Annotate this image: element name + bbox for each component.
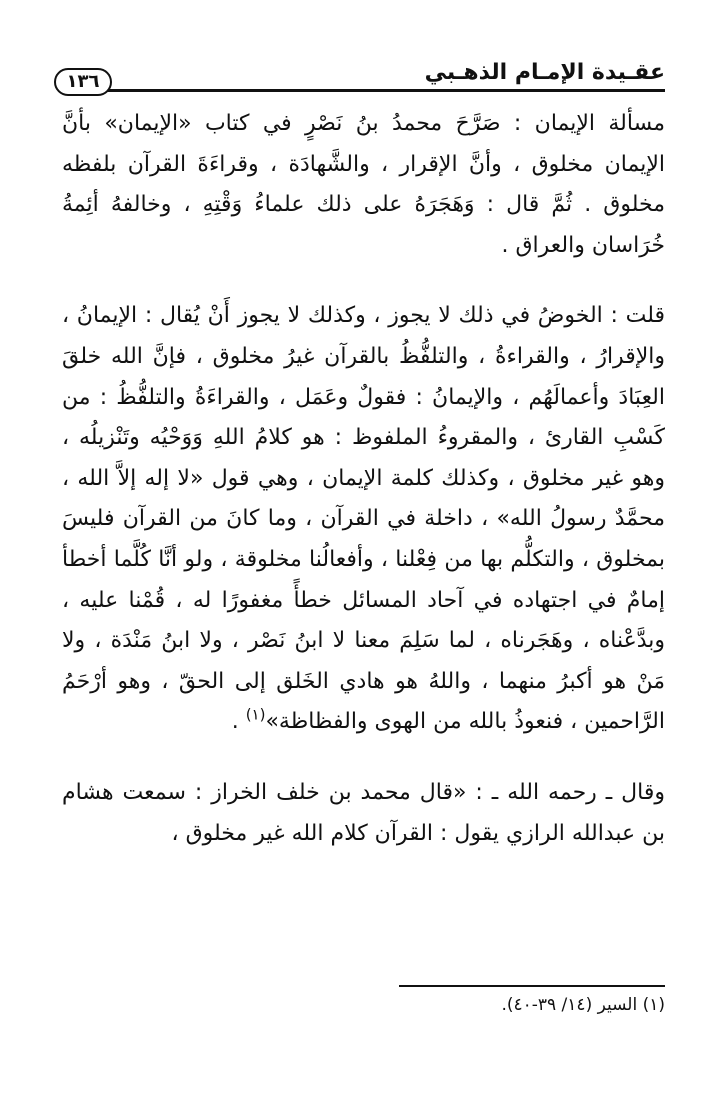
paragraph-spacer	[62, 743, 665, 773]
page-header	[50, 60, 665, 96]
paragraph-3: وقال ـ رحمه الله ـ : «قال محمد بن خلف الخراز : سمعت هشام بن عبدالله الرازي يقول : القرآن كلام الله غير مخلوق ،	[62, 779, 665, 846]
paragraph-1: مسألة الإيمان : صَرَّحَ محمدُ بنُ نَصْرٍ في كتاب «الإيمان» بأنَّ الإيمان مخلوق ، وأنَّ الإقرار ، والشَّهادَة ، وقراءَةَ القرآن بلفظه مخلوق . ثُمَّ قال : وَهَجَرَهُ على ذلك علماءُ وَقْتِهِ ، وخالفهُ أئِمةُ خُرَاسان والعراق .	[62, 111, 665, 258]
paragraph-2-end: .	[231, 709, 246, 735]
header-rule	[106, 89, 665, 92]
footnote-reference: (١)	[245, 705, 266, 724]
paragraph-2-text: قلت : الخوضُ في ذلك لا يجوز ، وكذلك لا يجوز أَنْ يُقال : الإيمانُ ، والإقرارُ ، والقراءةُ ، والتلفُّظُ بالقرآن غيرُ مخلوق ، فإنَّ الله خلقَ العِبَادَ وأعمالَهُم ، والإيمانُ : فقولٌ وعَمَل ، والقراءَةُ والتلفُّظُ : من كَسْبِ القارئ ، والمقروءُ الملفوظ : هو كلامُ اللهِ وَوَحْيُه وتَنْزيلُه ، وهو غير مخلوق ، وكذلك كلمة الإيمان ، وهي قول «لا إله إلاَّ الله ، محمَّدٌ رسولُ الله» ، داخلة في القرآن ، وما كانَ من القرآن فليسَ بمخلوق ، والتكلُّم بها من فِعْلنا ، وأفعالُنا مخلوقة ، ولو أنَّا كُلَّما أخطأ إمامٌ في اجتهاده في آحاد المسائل خطأً مغفورًا له ، قُمْنا عليه ، وبدَّعْناه ، وهَجَرناه ، لما سَلِمَ معنا لا ابنُ نَصْر ، ولا ابنُ مَنْدَة ، ولا مَنْ هو أكبرُ منهما ، واللهُ هو هادي الخَلق إلى الحقّ ، وهو أرْحَمُ الرَّاحمين ، فنعوذُ بالله من الهوى والفظاظة»	[62, 303, 665, 735]
paragraph-spacer	[62, 266, 665, 296]
running-title: عقـيدة الإمـام الذهـبي	[424, 60, 665, 85]
footnote-rule	[399, 985, 665, 987]
page-number: ١٣٦	[54, 68, 112, 96]
main-text	[62, 104, 665, 854]
footnote: (١) السير (١٤/ ٣٩-٤٠).	[501, 995, 665, 1015]
paragraph-2	[62, 296, 665, 743]
